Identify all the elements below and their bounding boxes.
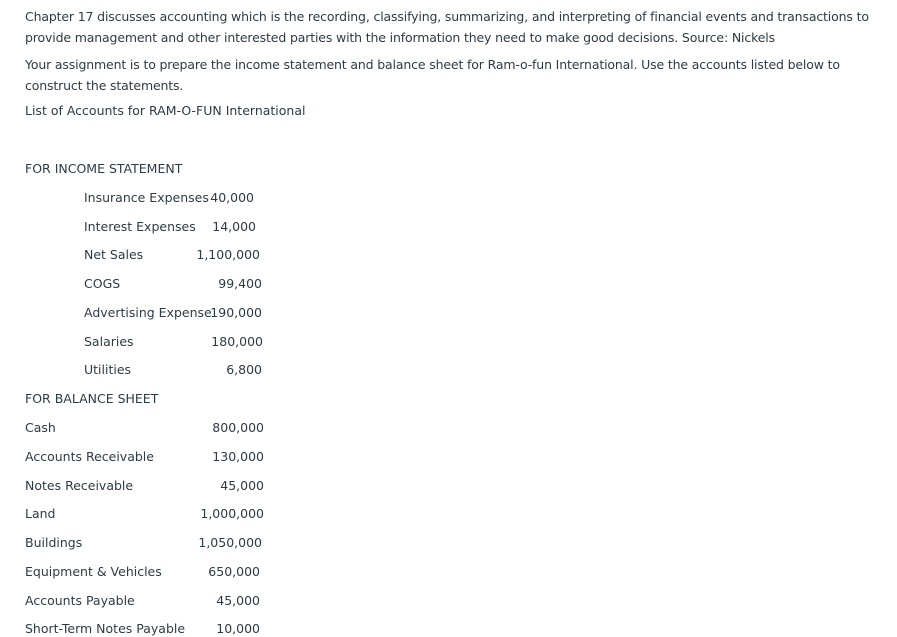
balance-item-value: 1,050,000 — [198, 535, 262, 550]
balance-item-label: Accounts Receivable — [25, 449, 154, 464]
balance-item-label: Land — [25, 506, 56, 521]
income-item-value: 190,000 — [210, 305, 262, 320]
income-item-value: 180,000 — [211, 334, 263, 349]
balance-item-label: Buildings — [25, 535, 83, 550]
intro-paragraph-1: Chapter 17 discusses accounting which is the recording, classifying, summarizing, and interpreting of financial events and transactions to provide management and other interested parties with the information they need to make good decisions. Source: Nickels — [25, 9, 869, 45]
balance-item-label: Equipment & Vehicles — [25, 564, 162, 579]
income-item-label: Salaries — [84, 334, 134, 349]
income-item-value: 40,000 — [210, 190, 254, 205]
income-item-value: 1,100,000 — [196, 247, 260, 262]
income-statement-heading: FOR INCOME STATEMENT — [25, 161, 183, 176]
balance-sheet-heading: FOR BALANCE SHEET — [25, 391, 159, 406]
income-item-value: 6,800 — [226, 362, 262, 377]
list-title: List of Accounts for RAM-O-FUN International — [25, 103, 306, 118]
income-item-value: 14,000 — [212, 219, 256, 234]
balance-item-value: 650,000 — [208, 564, 260, 579]
balance-item-value: 1,000,000 — [200, 506, 264, 521]
intro-paragraph-2: Your assignment is to prepare the income statement and balance sheet for Ram-o-fun International. Use the accounts listed below to construct the statements. — [25, 57, 840, 93]
income-item-label: COGS — [84, 276, 121, 291]
balance-item-label: Accounts Payable — [25, 593, 135, 608]
income-item-label: Insurance Expenses — [84, 190, 209, 205]
balance-item-label: Cash — [25, 420, 56, 435]
balance-item-label: Short-Term Notes Payable — [25, 621, 186, 636]
income-item-label: Advertising Expense — [84, 305, 212, 320]
balance-item-label: Notes Receivable — [25, 478, 134, 493]
income-item-label: Utilities — [84, 362, 132, 377]
income-item-value: 99,400 — [218, 276, 262, 291]
balance-item-value: 800,000 — [212, 420, 264, 435]
balance-item-value: 10,000 — [216, 621, 260, 636]
income-item-label: Interest Expenses — [84, 219, 196, 234]
balance-item-value: 45,000 — [220, 478, 264, 493]
balance-item-value: 130,000 — [212, 449, 264, 464]
balance-item-value: 45,000 — [216, 593, 260, 608]
income-item-label: Net Sales — [84, 247, 144, 262]
